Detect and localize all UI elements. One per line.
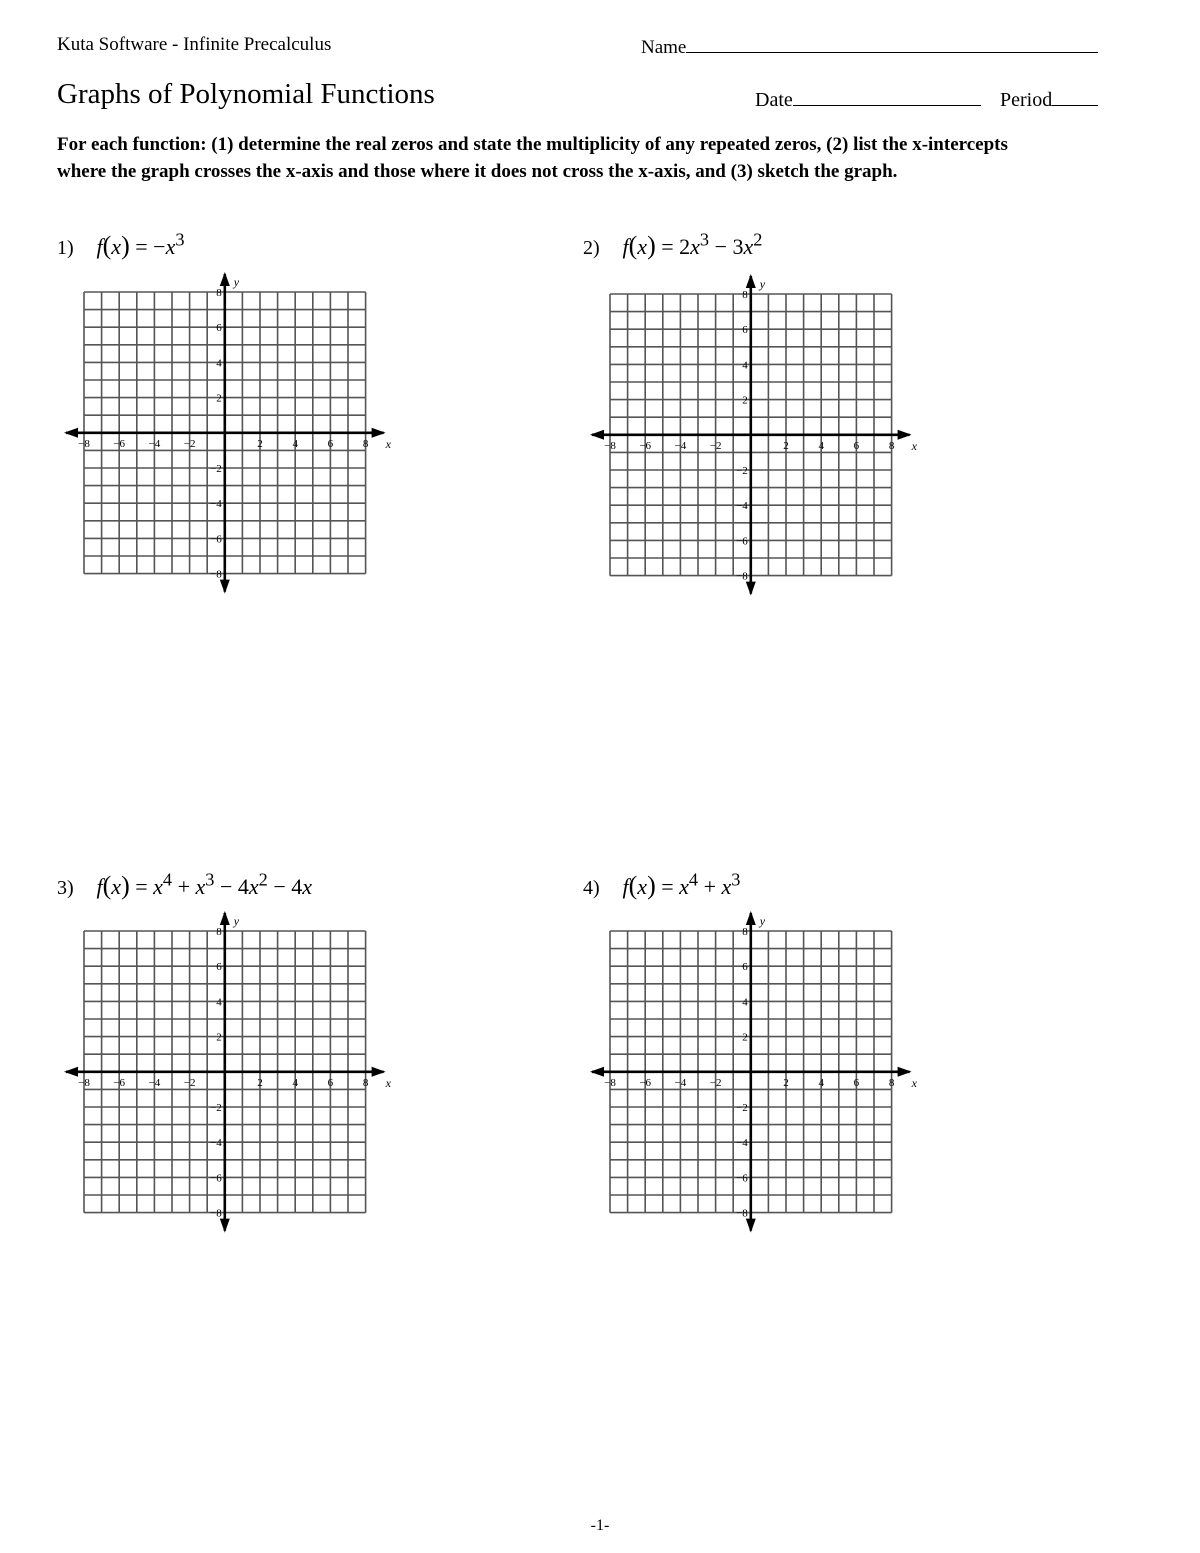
software-label: Kuta Software - Infinite Precalculus bbox=[57, 34, 332, 55]
x-axis-label: x bbox=[911, 1075, 917, 1090]
x-tick-label: −6 bbox=[639, 1076, 652, 1089]
x-axis-right-arrow bbox=[372, 1067, 386, 1077]
y-axis-label: y bbox=[759, 277, 766, 291]
name-label: Name bbox=[641, 37, 687, 58]
y-tick-label: 2 bbox=[742, 394, 748, 407]
x-tick-label: −8 bbox=[78, 1076, 90, 1089]
problem-equation: $f(x) = x^4 + x^3$ bbox=[622, 870, 741, 901]
coordinate-grid-2[interactable] bbox=[586, 272, 921, 602]
coordinate-grid-1[interactable] bbox=[60, 270, 395, 600]
coordinate-grid-3[interactable] bbox=[60, 909, 395, 1239]
x-tick-label: −4 bbox=[148, 1076, 161, 1089]
x-tick-label: −4 bbox=[148, 437, 161, 450]
date-label: Date bbox=[755, 89, 793, 111]
y-tick-label: 8 bbox=[216, 287, 222, 299]
x-tick-label: −6 bbox=[113, 437, 126, 450]
y-tick-label: −8 bbox=[736, 1207, 748, 1220]
y-tick-label: −8 bbox=[210, 568, 222, 581]
y-axis-label: y bbox=[233, 275, 240, 289]
problem-3 bbox=[57, 870, 312, 901]
x-tick-label: 8 bbox=[888, 439, 895, 452]
problem-4 bbox=[583, 870, 740, 901]
y-tick-label: −8 bbox=[210, 1207, 222, 1220]
y-tick-label: −2 bbox=[736, 465, 748, 477]
y-tick-label: 6 bbox=[742, 961, 748, 974]
x-tick-label: 8 bbox=[888, 1076, 895, 1089]
x-axis-right-arrow bbox=[898, 430, 912, 440]
y-tick-label: −8 bbox=[736, 570, 748, 583]
y-axis-up-arrow bbox=[746, 911, 756, 925]
x-tick-label: 2 bbox=[257, 437, 263, 450]
x-tick-label: −8 bbox=[604, 439, 616, 452]
period-label: Period bbox=[1000, 89, 1053, 111]
x-axis-left-arrow bbox=[590, 430, 604, 440]
y-tick-label: −2 bbox=[736, 1102, 748, 1114]
y-tick-label: 6 bbox=[216, 322, 222, 335]
y-tick-label: 8 bbox=[216, 926, 222, 938]
problem-number: 2) bbox=[583, 237, 600, 260]
y-axis-up-arrow bbox=[220, 911, 230, 925]
x-tick-label: 8 bbox=[362, 437, 369, 450]
x-tick-label: −4 bbox=[674, 439, 687, 452]
x-tick-label: 2 bbox=[783, 1076, 789, 1089]
y-tick-label: 8 bbox=[742, 926, 748, 938]
y-tick-label: −6 bbox=[736, 1172, 748, 1185]
x-tick-label: −2 bbox=[183, 437, 196, 450]
problem-number: 3) bbox=[57, 877, 74, 900]
x-axis-label: x bbox=[385, 436, 391, 451]
y-axis-down-arrow bbox=[220, 580, 230, 594]
x-tick-label: 6 bbox=[327, 437, 334, 450]
y-tick-label: −2 bbox=[210, 463, 222, 475]
y-tick-label: −4 bbox=[210, 1137, 222, 1150]
x-tick-label: 2 bbox=[783, 439, 789, 452]
x-tick-label: 4 bbox=[292, 437, 298, 450]
y-tick-label: 2 bbox=[742, 1031, 748, 1044]
y-tick-label: 4 bbox=[216, 996, 222, 1009]
x-tick-label: −8 bbox=[604, 1076, 616, 1089]
x-tick-label: −6 bbox=[113, 1076, 126, 1089]
problem-number: 1) bbox=[57, 237, 74, 260]
problem-equation: $f(x) = 2x^3 - 3x^2$ bbox=[622, 230, 763, 261]
y-tick-label: −4 bbox=[736, 500, 748, 513]
y-tick-label: −2 bbox=[210, 1102, 222, 1114]
x-tick-label: −2 bbox=[709, 1076, 722, 1089]
x-tick-label: −2 bbox=[183, 1076, 196, 1089]
x-axis-left-arrow bbox=[64, 428, 78, 438]
problem-number: 4) bbox=[583, 877, 600, 900]
x-tick-label: 6 bbox=[853, 439, 860, 452]
y-tick-label: −4 bbox=[736, 1137, 748, 1150]
x-tick-label: −6 bbox=[639, 439, 652, 452]
name-blank[interactable] bbox=[686, 34, 1098, 53]
x-tick-label: −2 bbox=[709, 439, 722, 452]
x-axis-right-arrow bbox=[898, 1067, 912, 1077]
x-tick-label: 4 bbox=[292, 1076, 298, 1089]
x-tick-label: 8 bbox=[362, 1076, 369, 1089]
name-field[interactable] bbox=[641, 34, 1098, 59]
x-axis-right-arrow bbox=[372, 428, 386, 438]
y-tick-label: −6 bbox=[210, 1172, 222, 1185]
y-tick-label: 8 bbox=[742, 289, 748, 301]
x-tick-label: 6 bbox=[327, 1076, 334, 1089]
date-field[interactable] bbox=[755, 87, 981, 112]
x-axis-left-arrow bbox=[590, 1067, 604, 1077]
problem-1 bbox=[57, 230, 185, 261]
x-axis-label: x bbox=[911, 438, 917, 453]
y-tick-label: 4 bbox=[742, 359, 748, 372]
y-tick-label: −6 bbox=[210, 533, 222, 546]
x-tick-label: −8 bbox=[78, 437, 90, 450]
x-axis-left-arrow bbox=[64, 1067, 78, 1077]
y-tick-label: −4 bbox=[210, 498, 222, 511]
y-tick-label: 4 bbox=[742, 996, 748, 1009]
y-axis-down-arrow bbox=[746, 1219, 756, 1233]
y-axis-down-arrow bbox=[220, 1219, 230, 1233]
x-axis-label: x bbox=[385, 1075, 391, 1090]
y-tick-label: 2 bbox=[216, 1031, 222, 1044]
instructions: For each function: (1) determine the real zeros and state the multiplicity of any repeated zeros, (2) list the x-intercepts where the graph crosses the x-axis and those where it does not cross the x-axis, and (3) sketch the graph. bbox=[57, 134, 1008, 182]
y-axis-up-arrow bbox=[220, 272, 230, 286]
y-axis-up-arrow bbox=[746, 274, 756, 288]
y-axis-label: y bbox=[233, 914, 240, 928]
problem-equation: $f(x) = x^4 + x^3 - 4x^2 - 4x$ bbox=[96, 870, 312, 901]
y-tick-label: −6 bbox=[736, 535, 748, 548]
y-axis-down-arrow bbox=[746, 582, 756, 596]
x-tick-label: 4 bbox=[818, 439, 824, 452]
x-tick-label: −4 bbox=[674, 1076, 687, 1089]
y-tick-label: 2 bbox=[216, 392, 222, 405]
y-axis-label: y bbox=[759, 914, 766, 928]
y-tick-label: 6 bbox=[742, 324, 748, 337]
period-blank[interactable] bbox=[1052, 87, 1098, 106]
coordinate-grid-4[interactable] bbox=[586, 909, 921, 1239]
problem-2 bbox=[583, 230, 762, 261]
x-tick-label: 2 bbox=[257, 1076, 263, 1089]
page-number: -1- bbox=[590, 1517, 610, 1534]
page-title: Graphs of Polynomial Functions bbox=[57, 78, 435, 110]
period-field[interactable] bbox=[1000, 87, 1098, 112]
y-tick-label: 4 bbox=[216, 357, 222, 370]
x-tick-label: 4 bbox=[818, 1076, 824, 1089]
x-tick-label: 6 bbox=[853, 1076, 860, 1089]
problem-equation: $f(x) = -x^3$ bbox=[96, 230, 185, 261]
y-tick-label: 6 bbox=[216, 961, 222, 974]
date-blank[interactable] bbox=[793, 87, 981, 106]
